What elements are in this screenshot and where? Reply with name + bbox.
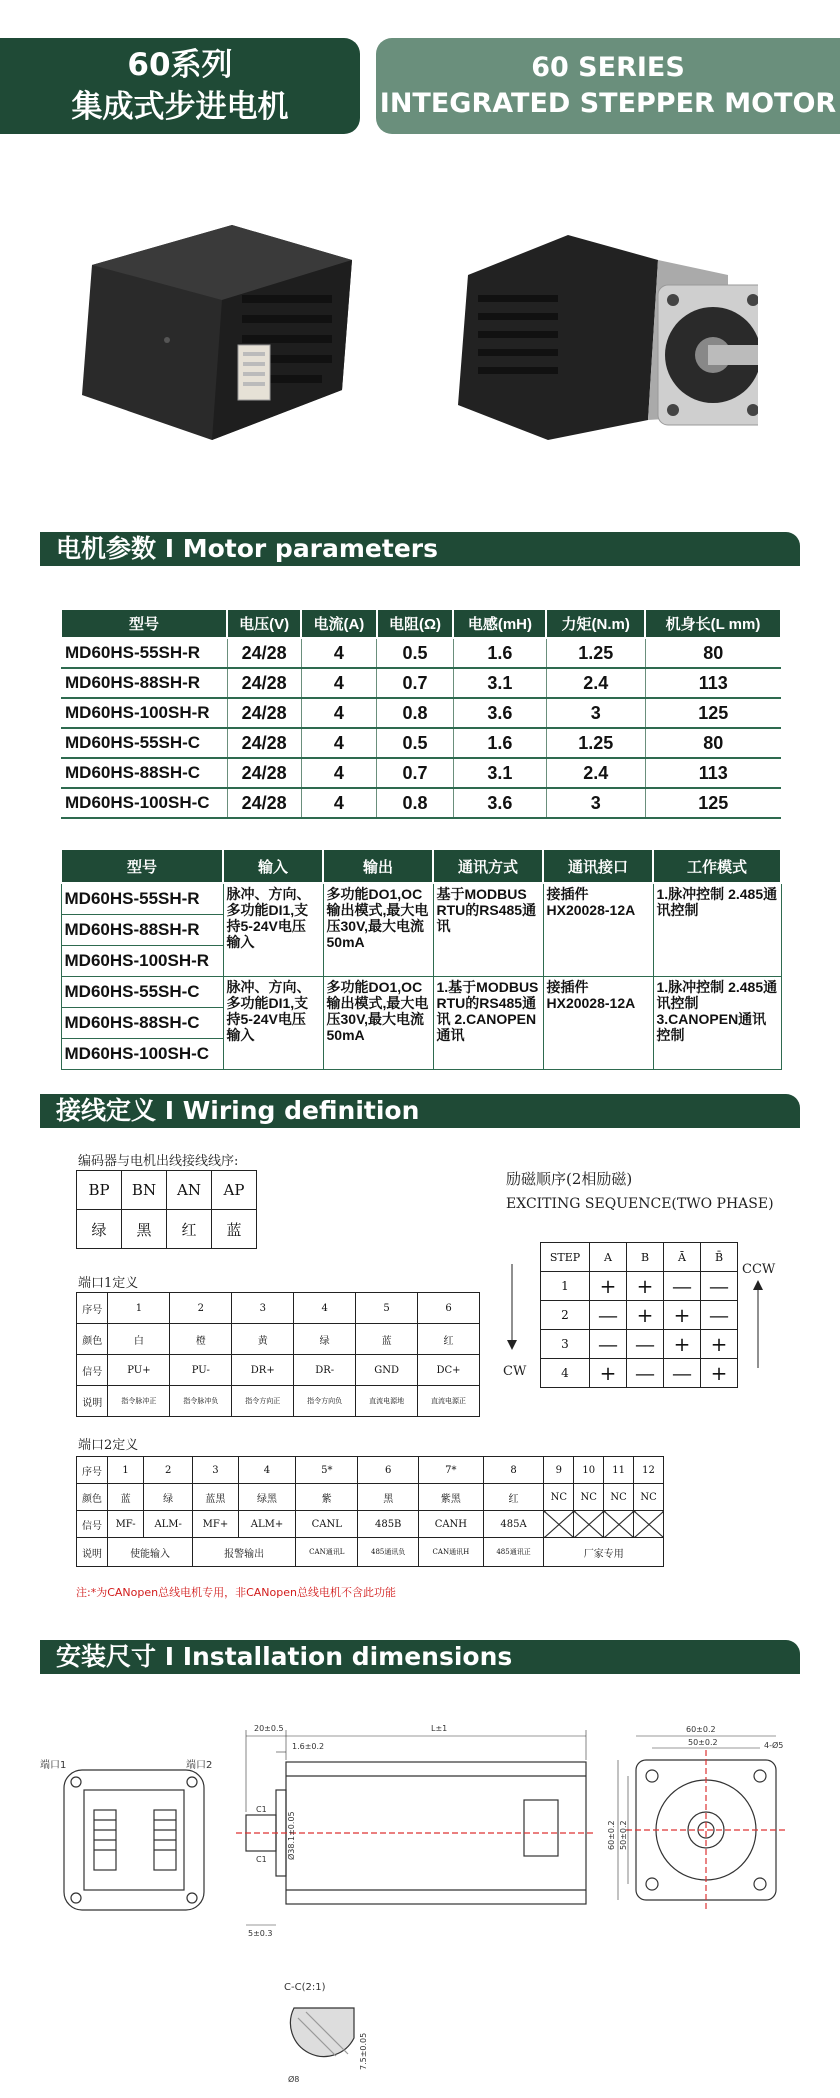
port1-cell: PU-: [170, 1355, 232, 1386]
port1-cell: PU+: [108, 1355, 170, 1386]
port2-cell: 紫: [296, 1484, 358, 1511]
dim-8: Ø8: [288, 2075, 300, 2084]
exciting-title-en: EXCITING SEQUENCE(TWO PHASE): [506, 1196, 774, 1212]
exciting-cell: —: [590, 1330, 627, 1359]
section-wiring-title: 接线定义 I Wiring definition: [40, 1094, 800, 1128]
dim-20: 20±0.5: [254, 1724, 284, 1733]
model-cell: MD60HS-55SH-R: [61, 638, 227, 668]
params-header: 电阻(Ω): [377, 609, 454, 638]
model-cell: MD60HS-100SH-C: [61, 788, 227, 818]
front-view: [618, 1736, 786, 1910]
exciting-cell: +: [590, 1272, 627, 1301]
model-cell: MD60HS-88SH-C: [61, 758, 227, 788]
param-cell: 2.4: [546, 758, 645, 788]
exciting-cell: +: [627, 1272, 664, 1301]
param-cell: 3.6: [453, 788, 546, 818]
port2-cell: 7*: [419, 1457, 484, 1484]
interface-cell: 接插件 HX20028-12A: [543, 977, 653, 1070]
model-cell: MD60HS-55SH-C: [61, 728, 227, 758]
function-header: 通讯接口: [543, 849, 653, 883]
comm-cell: 1.基于MODBUS RTU的RS485通讯 2.CANOPEN通讯: [433, 977, 543, 1070]
port1-cell: 5: [356, 1293, 418, 1324]
table-row: [61, 758, 781, 788]
exciting-cell: +: [664, 1330, 701, 1359]
ccw-label: CCW: [742, 1262, 776, 1277]
mode-cell: 1.脉冲控制 2.485通讯控制: [653, 883, 781, 977]
encoder-pin: AP: [212, 1171, 257, 1210]
port2-cell: ALM+: [238, 1511, 295, 1538]
port2-cell: 蓝: [108, 1484, 144, 1511]
cc-section: [290, 2008, 354, 2057]
encoder-color: 黑: [122, 1210, 167, 1249]
port1-cell: 白: [108, 1324, 170, 1355]
param-cell: 1.6: [453, 638, 546, 668]
port2-cell: 颜色: [77, 1484, 108, 1511]
port2-cell: ALM-: [144, 1511, 193, 1538]
port1-cell: 指令脉冲负: [170, 1386, 232, 1417]
port2-cell: 绿黑: [238, 1484, 295, 1511]
port1-cell: 2: [170, 1293, 232, 1324]
port1-cell: DR+: [232, 1355, 294, 1386]
table-row: [541, 1272, 738, 1301]
ccw-arrow: [752, 1280, 764, 1370]
interface-cell: 接插件 HX20028-12A: [543, 883, 653, 977]
port2-cell: 6: [358, 1457, 419, 1484]
output-cell: 多功能DO1,OC输出模式,最大电压30V,最大电流50mA: [323, 883, 433, 977]
header-cn-line2: 集成式步进电机: [71, 89, 289, 125]
port2-drawing-label: 端口2: [186, 1760, 213, 1771]
port2-empty-cell: [634, 1511, 664, 1538]
param-cell: 4: [301, 728, 376, 758]
model-cell: MD60HS-55SH-C: [61, 977, 223, 1008]
table-row: [61, 668, 781, 698]
port1-table: [76, 1292, 480, 1417]
exciting-cell: —: [701, 1301, 738, 1330]
param-cell: 1.25: [546, 728, 645, 758]
port2-table: [76, 1456, 664, 1567]
port2-cell: CANL: [296, 1511, 358, 1538]
port1-cell: 序号: [77, 1293, 108, 1324]
exciting-title-cn: 励磁顺序(2相励磁): [506, 1170, 633, 1188]
exciting-header-row: [541, 1243, 738, 1272]
encoder-title: 编码器与电机出线接线线序:: [78, 1154, 239, 1169]
param-cell: 24/28: [227, 788, 301, 818]
table-row: [61, 977, 781, 1008]
input-cell: 脉冲、方向、多功能DI1,支持5-24V电压输入: [223, 977, 323, 1070]
model-cell: MD60HS-88SH-C: [61, 1008, 223, 1039]
port1-cell: 指令脉冲正: [108, 1386, 170, 1417]
params-header: 力矩(N.m): [546, 609, 645, 638]
table-row: [77, 1386, 480, 1417]
exciting-header: B: [627, 1243, 664, 1272]
table-row: [77, 1511, 664, 1538]
port2-cell: 报警输出: [193, 1538, 296, 1567]
model-cell: MD60HS-100SH-R: [61, 946, 223, 977]
dim-c1a: C1: [256, 1805, 267, 1814]
port1-cell: 4: [294, 1293, 356, 1324]
param-cell: 0.7: [377, 758, 454, 788]
port1-cell: 直流电源地: [356, 1386, 418, 1417]
function-header: 工作模式: [653, 849, 781, 883]
port1-cell: 说明: [77, 1386, 108, 1417]
port2-cell: 11: [604, 1457, 634, 1484]
port1-cell: 指令方向负: [294, 1386, 356, 1417]
port2-cell: 1: [108, 1457, 144, 1484]
port2-cell: CAN通讯H: [419, 1538, 484, 1567]
param-cell: 24/28: [227, 728, 301, 758]
port2-cell: 绿: [144, 1484, 193, 1511]
param-cell: 24/28: [227, 758, 301, 788]
table-row: [77, 1293, 480, 1324]
params-header: 型号: [61, 609, 227, 638]
port2-cell: 485通讯负: [358, 1538, 419, 1567]
table-row: [77, 1484, 664, 1511]
exciting-header: A: [590, 1243, 627, 1272]
function-header: 型号: [61, 849, 223, 883]
port2-cell: 蓝黑: [193, 1484, 239, 1511]
param-cell: 4: [301, 758, 376, 788]
params-header: 电流(A): [301, 609, 376, 638]
params-header-row: [61, 609, 781, 638]
table-row: [61, 638, 781, 668]
port1-drawing-label: 端口1: [40, 1760, 67, 1771]
exciting-header: B̄: [701, 1243, 738, 1272]
model-cell: MD60HS-100SH-C: [61, 1039, 223, 1070]
exciting-cell: —: [664, 1272, 701, 1301]
model-cell: MD60HS-88SH-R: [61, 668, 227, 698]
cw-label: CW: [503, 1364, 527, 1379]
table-row: [61, 883, 781, 915]
dim-60a: 60±0.2: [686, 1725, 716, 1734]
port2-cell: MF+: [193, 1511, 239, 1538]
model-cell: MD60HS-100SH-R: [61, 698, 227, 728]
table-row: [61, 728, 781, 758]
encoder-color: 绿: [77, 1210, 122, 1249]
param-cell: 0.5: [377, 638, 454, 668]
port2-cell: 3: [193, 1457, 239, 1484]
exciting-header: STEP: [541, 1243, 590, 1272]
exciting-cell: +: [701, 1330, 738, 1359]
params-header: 机身长(L mm): [645, 609, 781, 638]
dim-60b: 60±0.2: [607, 1820, 616, 1850]
dim-38: Ø38.1±0.05: [287, 1811, 296, 1860]
motor-photo-front: [458, 205, 758, 455]
encoder-pin: BP: [77, 1171, 122, 1210]
port2-empty-cell: [544, 1511, 574, 1538]
cc-label: C-C(2:1): [284, 1982, 326, 1993]
table-row: [77, 1355, 480, 1386]
port1-cell: 红: [418, 1324, 480, 1355]
port1-cell: 黄: [232, 1324, 294, 1355]
motor-photo-rear: [72, 205, 372, 455]
port2-cell: 厂家专用: [544, 1538, 664, 1567]
table-row: [541, 1330, 738, 1359]
param-cell: 4: [301, 638, 376, 668]
model-cell: MD60HS-55SH-R: [61, 883, 223, 915]
port1-cell: 指令方向正: [232, 1386, 294, 1417]
input-cell: 脉冲、方向、多功能DI1,支持5-24V电压输入: [223, 883, 323, 977]
param-cell: 125: [645, 788, 781, 818]
port2-cell: 信号: [77, 1511, 108, 1538]
port2-cell: 9: [544, 1457, 574, 1484]
encoder-color: 蓝: [212, 1210, 257, 1249]
header-cn-line1: 60系列: [127, 47, 233, 83]
port2-cell: 红: [483, 1484, 544, 1511]
dim-5: 5±0.3: [248, 1929, 273, 1938]
header-en: [376, 38, 840, 134]
port1-cell: 3: [232, 1293, 294, 1324]
port2-title: 端口2定义: [78, 1438, 139, 1453]
param-cell: 80: [645, 638, 781, 668]
table-row: [541, 1359, 738, 1388]
exciting-table: [540, 1242, 738, 1388]
dim-50a: 50±0.2: [688, 1738, 718, 1747]
param-cell: 3.6: [453, 698, 546, 728]
param-cell: 113: [645, 758, 781, 788]
param-cell: 113: [645, 668, 781, 698]
port2-cell: 序号: [77, 1457, 108, 1484]
port1-cell: DR-: [294, 1355, 356, 1386]
table-row: [61, 698, 781, 728]
exciting-cell: —: [627, 1330, 664, 1359]
param-cell: 0.5: [377, 728, 454, 758]
mode-cell: 1.脉冲控制 2.485通讯控制 3.CANOPEN通讯控制: [653, 977, 781, 1070]
port1-cell: 信号: [77, 1355, 108, 1386]
dim-c1b: C1: [256, 1855, 267, 1864]
param-cell: 24/28: [227, 698, 301, 728]
function-header: 输入: [223, 849, 323, 883]
canopen-note: 注:*为CANopen总线电机专用，非CANopen总线电机不含此功能: [76, 1586, 396, 1599]
port2-cell: CANH: [419, 1511, 484, 1538]
port2-empty-cell: [604, 1511, 634, 1538]
port2-cell: 紫黑: [419, 1484, 484, 1511]
port1-title: 端口1定义: [78, 1276, 139, 1291]
param-cell: 125: [645, 698, 781, 728]
port1-cell: GND: [356, 1355, 418, 1386]
table-row: [77, 1324, 480, 1355]
port2-cell: NC: [574, 1484, 604, 1511]
port2-cell: 黑: [358, 1484, 419, 1511]
header-en-line2: INTEGRATED STEPPER MOTOR: [379, 88, 837, 119]
section-params-title: 电机参数 I Motor parameters: [40, 532, 800, 566]
encoder-color: 红: [167, 1210, 212, 1249]
dimension-drawing: [36, 1700, 816, 2090]
table-row: [61, 788, 781, 818]
dim-16: 1.6±0.2: [292, 1742, 325, 1751]
port2-cell: 2: [144, 1457, 193, 1484]
param-cell: 0.8: [377, 698, 454, 728]
port2-cell: 485A: [483, 1511, 544, 1538]
param-cell: 2.4: [546, 668, 645, 698]
param-cell: 1.6: [453, 728, 546, 758]
dim-50b: 50±0.2: [619, 1820, 628, 1850]
exciting-header: Ā: [664, 1243, 701, 1272]
encoder-pin: AN: [167, 1171, 212, 1210]
exciting-cell: 3: [541, 1330, 590, 1359]
port1-cell: DC+: [418, 1355, 480, 1386]
port1-cell: 直流电源正: [418, 1386, 480, 1417]
model-cell: MD60HS-88SH-R: [61, 915, 223, 946]
param-cell: 80: [645, 728, 781, 758]
port1-cell: 橙: [170, 1324, 232, 1355]
port2-cell: MF-: [108, 1511, 144, 1538]
param-cell: 4: [301, 698, 376, 728]
port2-cell: 4: [238, 1457, 295, 1484]
port2-cell: NC: [634, 1484, 664, 1511]
port2-empty-cell: [574, 1511, 604, 1538]
port1-cell: 绿: [294, 1324, 356, 1355]
port2-cell: NC: [604, 1484, 634, 1511]
exciting-cell: +: [590, 1359, 627, 1388]
param-cell: 3: [546, 698, 645, 728]
exciting-cell: —: [590, 1301, 627, 1330]
comm-cell: 基于MODBUS RTU的RS485通讯: [433, 883, 543, 977]
port2-cell: 说明: [77, 1538, 108, 1567]
encoder-pin: BN: [122, 1171, 167, 1210]
port2-cell: CAN通讯L: [296, 1538, 358, 1567]
param-cell: 24/28: [227, 668, 301, 698]
table-row: [541, 1301, 738, 1330]
port1-cell: 1: [108, 1293, 170, 1324]
param-cell: 3: [546, 788, 645, 818]
dim-7-5: 7.5±0.05: [359, 2032, 368, 2070]
table-row: [77, 1457, 664, 1484]
encoder-table: [76, 1170, 257, 1249]
param-cell: 3.1: [453, 758, 546, 788]
port2-cell: 10: [574, 1457, 604, 1484]
dim-l: L±1: [431, 1724, 448, 1733]
header-en-line1: 60 SERIES: [531, 52, 685, 83]
exciting-cell: 4: [541, 1359, 590, 1388]
exciting-cell: +: [701, 1359, 738, 1388]
dim-holes: 4-Ø5: [764, 1741, 784, 1750]
param-cell: 0.7: [377, 668, 454, 698]
exciting-cell: 2: [541, 1301, 590, 1330]
port2-cell: 5*: [296, 1457, 358, 1484]
cw-arrow: [506, 1262, 518, 1352]
param-cell: 0.8: [377, 788, 454, 818]
params-header: 电感(mH): [453, 609, 546, 638]
exciting-cell: —: [664, 1359, 701, 1388]
params-header: 电压(V): [227, 609, 301, 638]
param-cell: 3.1: [453, 668, 546, 698]
port2-cell: NC: [544, 1484, 574, 1511]
port2-cell: 使能输入: [108, 1538, 193, 1567]
param-cell: 4: [301, 788, 376, 818]
port1-cell: 6: [418, 1293, 480, 1324]
port2-cell: 8: [483, 1457, 544, 1484]
port1-cell: 颜色: [77, 1324, 108, 1355]
header-cn: [0, 38, 360, 134]
param-cell: 24/28: [227, 638, 301, 668]
exciting-cell: —: [627, 1359, 664, 1388]
port2-cell: 485通讯正: [483, 1538, 544, 1567]
exciting-cell: 1: [541, 1272, 590, 1301]
port2-cell: 12: [634, 1457, 664, 1484]
function-header: 输出: [323, 849, 433, 883]
output-cell: 多功能DO1,OC输出模式,最大电压30V,最大电流50mA: [323, 977, 433, 1070]
exciting-cell: +: [627, 1301, 664, 1330]
function-header-row: [61, 849, 781, 883]
back-view: [64, 1770, 204, 1910]
exciting-cell: +: [664, 1301, 701, 1330]
param-cell: 1.25: [546, 638, 645, 668]
function-header: 通讯方式: [433, 849, 543, 883]
port2-cell: 485B: [358, 1511, 419, 1538]
function-table: [60, 848, 782, 1070]
exciting-cell: —: [701, 1272, 738, 1301]
param-cell: 4: [301, 668, 376, 698]
params-table: [60, 608, 782, 819]
port1-cell: 蓝: [356, 1324, 418, 1355]
section-install-title: 安装尺寸 I Installation dimensions: [40, 1640, 800, 1674]
